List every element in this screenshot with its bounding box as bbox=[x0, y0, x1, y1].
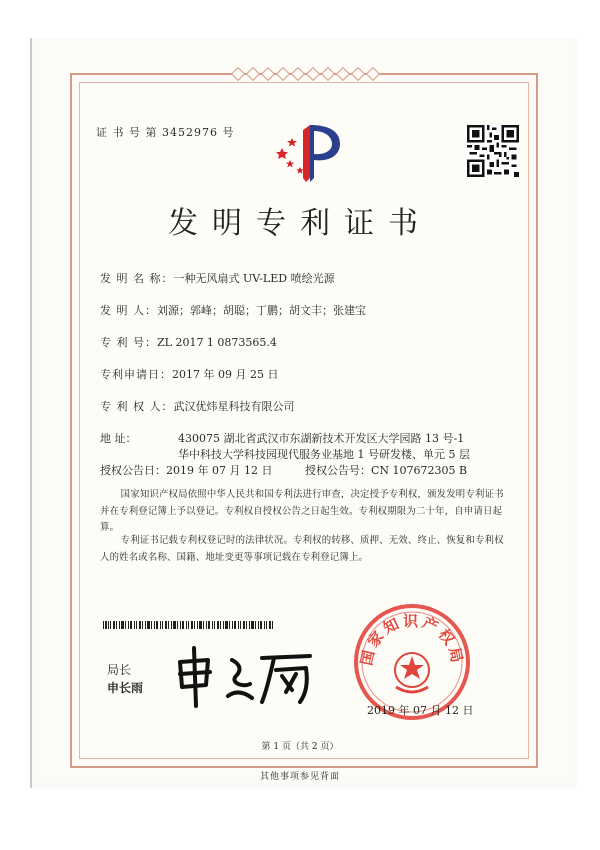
page-number: 第 1 页（共 2 页） bbox=[261, 742, 339, 752]
field-address-line2: 华中科技大学科技园现代服务业基地 1 号研发楼、单元 5 层 bbox=[178, 448, 470, 461]
field-address-line1: 430075 湖北省武汉市东湖新技术开发区大学园路 13 号-1 bbox=[178, 432, 465, 445]
cnipa-logo-icon bbox=[270, 120, 345, 185]
director-name: 申长雨 bbox=[107, 681, 144, 695]
field-application-date: 专利申请日：2017 年 09 月 25 日 bbox=[100, 368, 279, 381]
cert-no-value: 3452976 bbox=[162, 126, 218, 139]
certificate-number bbox=[96, 124, 235, 140]
certificate-title: 发明专利证书 bbox=[168, 206, 432, 241]
field-publication-number: 授权公告号：CN 107672305 B bbox=[305, 464, 468, 477]
seal-date: 2019 年 07 月 12 日 bbox=[367, 704, 474, 717]
field-inventor: 发 明 人：刘源；郭峰；胡聪；丁鹏；胡文丰；张建宝 bbox=[100, 304, 366, 317]
cert-no-label: 证 书 号 第 bbox=[96, 126, 158, 139]
director-title: 局长 bbox=[107, 663, 132, 677]
statement-paragraph-1: 国家知识产权局依照中华人民共和国专利法进行审查，决定授予专利权，颁发发明专利证书并在专利登记簿上予以登记。专利权自授权公告之日起生效。专利权期限为二十年，自申请日起算。 bbox=[100, 489, 504, 533]
field-patentee: 专 利 权 人：武汉优炜星科技有限公司 bbox=[100, 400, 295, 413]
border-ornament bbox=[220, 69, 390, 79]
barcode-icon bbox=[103, 621, 273, 629]
statement-paragraph-2: 专利证书记载专利权登记时的法律状况。专利权的转移、质押、无效、终止、恢复和专利权人的姓名或名称、国籍、地址变更等事项记载在专利登记簿上。 bbox=[100, 535, 504, 563]
field-patent-number: 专 利 号：ZL 2017 1 0873565.4 bbox=[100, 336, 277, 349]
field-invention-name: 发 明 名 称：一种无风扇式 UV-LED 喷绘光源 bbox=[100, 272, 335, 285]
director-signature bbox=[170, 640, 320, 710]
cert-no-suffix: 号 bbox=[222, 126, 235, 139]
qr-code-icon bbox=[467, 125, 519, 177]
field-grant-date: 授权公告日：2019 年 07 月 12 日 bbox=[100, 464, 273, 477]
back-note: 其他事项参见背面 bbox=[259, 772, 340, 782]
svg-text:国家知识产权局: 国家知识产权局 bbox=[357, 612, 467, 668]
field-address-label: 地 址： bbox=[100, 432, 137, 445]
